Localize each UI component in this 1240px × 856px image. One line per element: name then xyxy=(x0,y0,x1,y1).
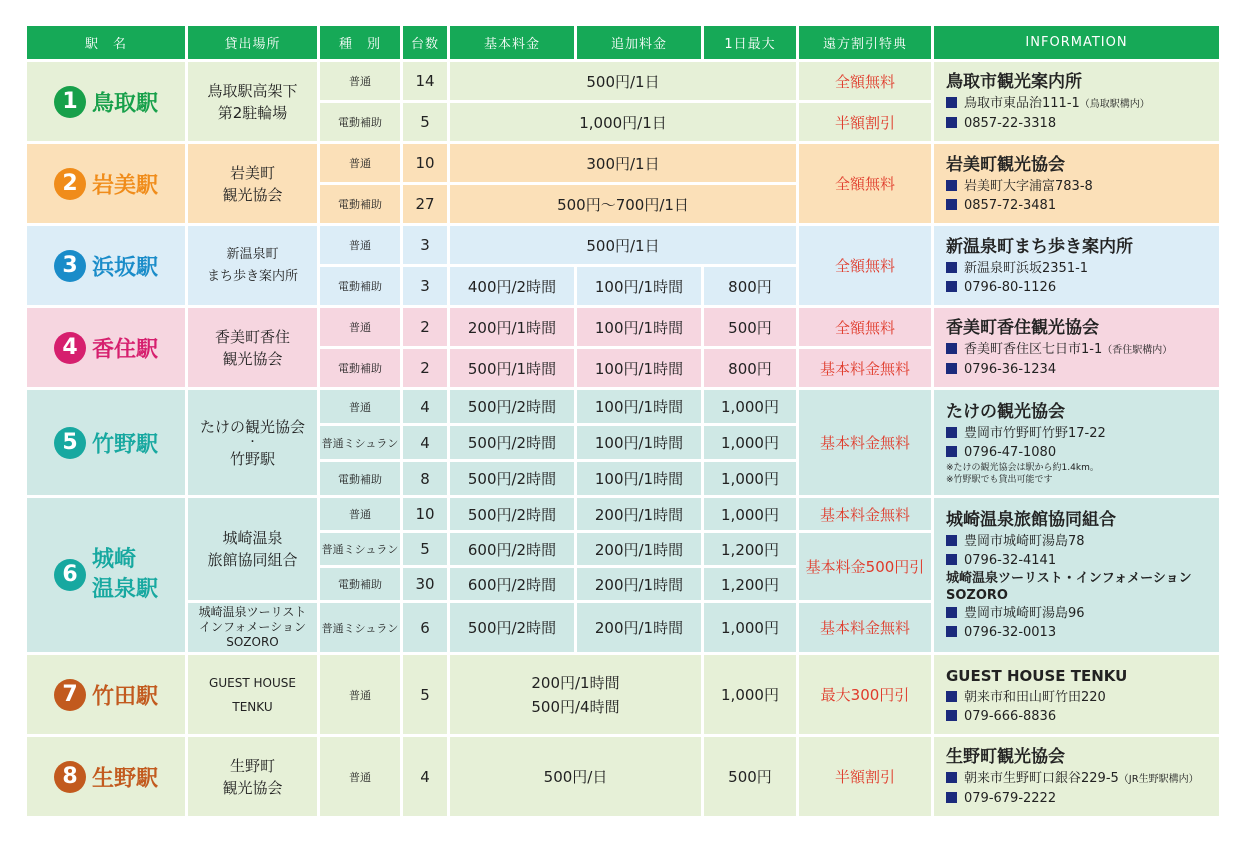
info-address xyxy=(946,532,1219,551)
location-line: 香美町香住 xyxy=(214,327,290,346)
location-line: たけの観光協会 xyxy=(199,417,305,436)
info-block xyxy=(934,62,1219,141)
info-block xyxy=(934,737,1219,816)
station-number-badge: 1 xyxy=(54,86,86,118)
day-max: 1,000円 xyxy=(704,498,796,530)
bike-type: 普通 xyxy=(320,655,400,734)
phone-marker-icon xyxy=(946,117,957,128)
fee: 500円/1日 xyxy=(450,226,796,264)
phone-text: 0857-72-3481 xyxy=(964,197,1057,213)
extra-fee: 100円/1時間 xyxy=(577,349,701,387)
bike-count: 30 xyxy=(403,568,447,600)
bike-count: 4 xyxy=(403,390,447,423)
station-name-line: 城崎 xyxy=(91,547,136,572)
extra-fee: 200円/1時間 xyxy=(577,603,701,652)
bike-type: 電動補助 xyxy=(320,267,400,305)
info-phone xyxy=(946,278,1219,297)
info-title: 城崎温泉旅館協同組合 xyxy=(946,510,1116,530)
day-max: 1,200円 xyxy=(704,568,796,600)
table-row xyxy=(27,655,1219,734)
fee: 300円/1日 xyxy=(450,144,796,182)
phone-text: 0796-32-0013 xyxy=(964,625,1057,640)
discount: 基本料金無料 xyxy=(799,603,931,652)
phone-marker-icon xyxy=(946,446,957,457)
location-line: TENKU xyxy=(232,699,273,714)
base-fee: 500円/2時間 xyxy=(450,426,574,459)
station-name: 竹野駅 xyxy=(91,432,158,457)
discount: 半額割引 xyxy=(799,737,931,816)
info-address xyxy=(946,688,1219,707)
address-marker-icon xyxy=(946,691,957,702)
station-7 xyxy=(27,655,185,734)
station-name: 鳥取駅 xyxy=(91,91,158,116)
location-line: 第2駐輪場 xyxy=(217,103,288,122)
address-marker-icon xyxy=(946,343,957,354)
phone-text: 079-666-8836 xyxy=(964,708,1057,724)
address-note: （鳥取駅構内） xyxy=(1079,99,1150,110)
bike-count: 3 xyxy=(403,267,447,305)
info-note: ※竹野駅でも貸出可能です xyxy=(946,474,1053,485)
station-number-badge: 6 xyxy=(54,559,86,591)
phone-marker-icon xyxy=(946,554,957,565)
day-max: 800円 xyxy=(704,349,796,387)
bike-count: 2 xyxy=(403,308,447,346)
fee: 1,000円/1日 xyxy=(450,103,796,141)
address-note: （香住駅構内） xyxy=(1102,345,1173,356)
phone-marker-icon xyxy=(946,199,957,210)
bike-count: 27 xyxy=(403,185,447,223)
discount: 全額無料 xyxy=(799,226,931,305)
phone-text: 0796-47-1080 xyxy=(964,444,1057,460)
bike-type: 普通ミシュラン xyxy=(320,426,400,459)
discount: 全額無料 xyxy=(799,308,931,346)
bike-type: 普通 xyxy=(320,226,400,264)
phone-marker-icon xyxy=(946,626,957,637)
address-marker-icon xyxy=(946,97,957,108)
fee-line: 500円/4時間 xyxy=(531,697,620,716)
info-address xyxy=(946,340,1219,360)
location-line: 竹野駅 xyxy=(229,449,275,468)
bike-type: 普通ミシュラン xyxy=(320,533,400,565)
info-phone xyxy=(946,196,1219,215)
phone-marker-icon xyxy=(946,710,957,721)
discount: 基本料金無料 xyxy=(799,498,931,530)
station-5 xyxy=(27,390,185,495)
rental-location xyxy=(188,62,317,141)
info-phone xyxy=(946,551,1219,570)
address-text: 岩美町大字浦富783-8 xyxy=(964,178,1093,194)
address-text: 新温泉町浜坂2351-1 xyxy=(964,260,1089,276)
info-address xyxy=(946,94,1219,114)
base-fee: 200円/1時間 xyxy=(450,308,574,346)
info-phone xyxy=(946,707,1219,726)
bike-type: 電動補助 xyxy=(320,349,400,387)
info-title-secondary: 城崎温泉ツーリスト・インフォメーション xyxy=(946,571,1192,586)
rental-table xyxy=(24,23,1222,819)
header-type: 種 別 xyxy=(320,26,400,59)
fee-line: 200円/1時間 xyxy=(531,673,620,692)
bike-type: 電動補助 xyxy=(320,103,400,141)
address-marker-icon xyxy=(946,772,957,783)
address-text: 鳥取市東品治111-1 xyxy=(964,96,1080,111)
info-phone xyxy=(946,360,1219,379)
info-title-secondary: SOZORO xyxy=(946,588,1008,603)
header-station: 駅 名 xyxy=(27,26,185,59)
rental-location xyxy=(188,390,317,495)
extra-fee: 100円/1時間 xyxy=(577,462,701,495)
header-day-max: 1日最大 xyxy=(704,26,796,59)
location-line: 城崎温泉 xyxy=(222,529,283,547)
address-marker-icon xyxy=(946,427,957,438)
location-line: 鳥取駅高架下 xyxy=(207,81,298,100)
header-count: 台数 xyxy=(403,26,447,59)
info-address xyxy=(946,424,1219,443)
extra-fee: 100円/1時間 xyxy=(577,390,701,423)
bike-type: 普通 xyxy=(320,390,400,423)
rental-location xyxy=(188,603,317,652)
address-text: 豊岡市城崎町湯島78 xyxy=(964,534,1085,549)
bike-type: 普通 xyxy=(320,308,400,346)
location-line: インフォメーション xyxy=(199,620,306,634)
header-discount: 遠方割引特典 xyxy=(799,26,931,59)
base-fee: 500円/2時間 xyxy=(450,498,574,530)
discount: 最大300円引 xyxy=(799,655,931,734)
bike-type: 電動補助 xyxy=(320,568,400,600)
info-block xyxy=(934,308,1219,387)
station-name xyxy=(92,545,158,605)
bike-type: 電動補助 xyxy=(320,462,400,495)
fee: 500円～700円/1日 xyxy=(450,185,796,223)
discount: 全額無料 xyxy=(799,62,931,100)
station-8 xyxy=(27,737,185,816)
day-max: 1,000円 xyxy=(704,603,796,652)
address-marker-icon xyxy=(946,535,957,546)
discount: 基本料金無料 xyxy=(799,390,931,495)
location-separator: ・ xyxy=(247,436,258,448)
phone-marker-icon xyxy=(946,363,957,374)
base-fee: 600円/2時間 xyxy=(450,533,574,565)
header-location: 貸出場所 xyxy=(188,26,317,59)
info-phone xyxy=(946,443,1219,462)
station-number-badge: 8 xyxy=(54,761,86,793)
station-number-badge: 7 xyxy=(54,679,86,711)
address-marker-icon xyxy=(946,607,957,618)
header-row xyxy=(27,26,1219,59)
location-line: 岩美町 xyxy=(229,163,275,182)
location-line: SOZORO xyxy=(226,635,279,649)
phone-text: 0796-80-1126 xyxy=(964,279,1057,295)
station-number-badge: 2 xyxy=(54,168,86,200)
bike-count: 8 xyxy=(403,462,447,495)
phone-text: 079-679-2222 xyxy=(964,791,1057,806)
bike-count: 3 xyxy=(403,226,447,264)
bike-count: 5 xyxy=(403,655,447,734)
bike-count: 4 xyxy=(403,426,447,459)
bike-count: 14 xyxy=(403,62,447,100)
rental-location xyxy=(188,308,317,387)
info-title: 香美町香住観光協会 xyxy=(946,318,1099,338)
discount: 基本料金500円引 xyxy=(799,533,931,600)
discount: 基本料金無料 xyxy=(799,349,931,387)
table-row xyxy=(27,144,1219,182)
info-block xyxy=(934,655,1219,734)
station-6 xyxy=(27,498,185,652)
station-name: 岩美駅 xyxy=(91,173,158,198)
base-fee: 500円/2時間 xyxy=(450,462,574,495)
phone-marker-icon xyxy=(946,792,957,803)
day-max: 1,000円 xyxy=(704,462,796,495)
phone-text: 0796-32-4141 xyxy=(964,553,1057,568)
day-max: 1,000円 xyxy=(704,655,796,734)
phone-marker-icon xyxy=(946,281,957,292)
day-max: 1,200円 xyxy=(704,533,796,565)
rental-location xyxy=(188,655,317,734)
address-note: （JR生野駅構内） xyxy=(1118,774,1199,785)
station-name-line: 温泉駅 xyxy=(91,577,158,602)
info-address xyxy=(946,604,1219,623)
address-text: 豊岡市城崎町湯島96 xyxy=(964,606,1085,621)
station-number-badge: 3 xyxy=(54,250,86,282)
info-phone xyxy=(946,114,1219,133)
location-line: GUEST HOUSE xyxy=(209,675,296,690)
header-base-fee: 基本料金 xyxy=(450,26,574,59)
station-2 xyxy=(27,144,185,223)
rental-location xyxy=(188,737,317,816)
station-3 xyxy=(27,226,185,305)
table-row xyxy=(27,308,1219,346)
extra-fee: 200円/1時間 xyxy=(577,498,701,530)
station-number-badge: 4 xyxy=(54,332,86,364)
bike-type: 普通 xyxy=(320,737,400,816)
bike-type: 普通 xyxy=(320,498,400,530)
bike-count: 10 xyxy=(403,498,447,530)
extra-fee: 100円/1時間 xyxy=(577,426,701,459)
day-max: 1,000円 xyxy=(704,390,796,423)
base-fee: 500円/2時間 xyxy=(450,390,574,423)
info-title: 生野町観光協会 xyxy=(946,747,1065,767)
fee xyxy=(450,655,701,734)
location-line: まち歩き案内所 xyxy=(206,268,298,284)
bike-type: 普通ミシュラン xyxy=(320,603,400,652)
info-block xyxy=(934,390,1219,495)
location-line: 旅館協同組合 xyxy=(207,551,298,569)
phone-text: 0857-22-3318 xyxy=(964,116,1057,131)
info-block xyxy=(934,226,1219,305)
station-4 xyxy=(27,308,185,387)
bike-count: 5 xyxy=(403,103,447,141)
day-max: 500円 xyxy=(704,308,796,346)
rental-location xyxy=(188,226,317,305)
address-marker-icon xyxy=(946,262,957,273)
bike-count: 4 xyxy=(403,737,447,816)
info-title: 岩美町観光協会 xyxy=(946,154,1065,175)
extra-fee: 200円/1時間 xyxy=(577,533,701,565)
rental-location xyxy=(188,498,317,600)
info-title: 鳥取市観光案内所 xyxy=(946,72,1082,92)
rental-location xyxy=(188,144,317,223)
bike-type: 普通 xyxy=(320,62,400,100)
extra-fee: 100円/1時間 xyxy=(577,308,701,346)
address-text: 豊岡市竹野町竹野17-22 xyxy=(964,425,1106,441)
info-address xyxy=(946,769,1219,789)
address-text: 香美町香住区七日市1-1 xyxy=(964,342,1103,357)
info-title: GUEST HOUSE TENKU xyxy=(946,666,1128,685)
location-line: 観光協会 xyxy=(222,185,283,204)
location-line: 生野町 xyxy=(229,756,275,775)
info-phone xyxy=(946,789,1219,808)
station-1 xyxy=(27,62,185,141)
base-fee: 500円/1時間 xyxy=(450,349,574,387)
phone-text: 0796-36-1234 xyxy=(964,362,1057,377)
fee: 500円/1日 xyxy=(450,62,796,100)
address-text: 朝来市生野町口銀谷229-5 xyxy=(964,771,1119,786)
address-text: 朝来市和田山町竹田220 xyxy=(964,689,1106,705)
info-block xyxy=(934,144,1219,223)
bike-type: 電動補助 xyxy=(320,185,400,223)
location-line: 新温泉町 xyxy=(226,246,279,262)
info-block xyxy=(934,498,1219,652)
bike-type: 普通 xyxy=(320,144,400,182)
bike-count: 10 xyxy=(403,144,447,182)
discount: 半額割引 xyxy=(799,103,931,141)
day-max: 500円 xyxy=(704,737,796,816)
station-number-badge: 5 xyxy=(54,427,86,459)
fee: 500円/日 xyxy=(450,737,701,816)
info-title: たけの観光協会 xyxy=(946,401,1065,422)
info-phone xyxy=(946,623,1219,642)
location-line: 城崎温泉ツーリスト xyxy=(198,605,307,619)
discount: 全額無料 xyxy=(799,144,931,223)
base-fee: 600円/2時間 xyxy=(450,568,574,600)
address-marker-icon xyxy=(946,180,957,191)
base-fee: 400円/2時間 xyxy=(450,267,574,305)
info-address xyxy=(946,177,1219,196)
station-name: 浜坂駅 xyxy=(91,255,158,280)
bike-count: 5 xyxy=(403,533,447,565)
table-row xyxy=(27,737,1219,816)
extra-fee: 200円/1時間 xyxy=(577,568,701,600)
table-row xyxy=(27,226,1219,264)
extra-fee: 100円/1時間 xyxy=(577,267,701,305)
station-name: 香住駅 xyxy=(91,337,158,362)
station-name: 生野駅 xyxy=(91,766,158,791)
day-max: 800円 xyxy=(704,267,796,305)
info-title: 新温泉町まち歩き案内所 xyxy=(946,236,1133,257)
location-line: 観光協会 xyxy=(222,778,283,797)
bike-count: 6 xyxy=(403,603,447,652)
table-row xyxy=(27,62,1219,100)
base-fee: 500円/2時間 xyxy=(450,603,574,652)
day-max: 1,000円 xyxy=(704,426,796,459)
location-line: 観光協会 xyxy=(222,349,283,368)
header-extra-fee: 追加料金 xyxy=(577,26,701,59)
table-row xyxy=(27,498,1219,530)
station-name: 竹田駅 xyxy=(91,684,158,709)
table-row xyxy=(27,390,1219,423)
bike-count: 2 xyxy=(403,349,447,387)
info-address xyxy=(946,259,1219,278)
info-note: ※たけの観光協会は駅から約1.4km。 xyxy=(946,462,1099,473)
header-info: INFORMATION xyxy=(934,26,1219,59)
